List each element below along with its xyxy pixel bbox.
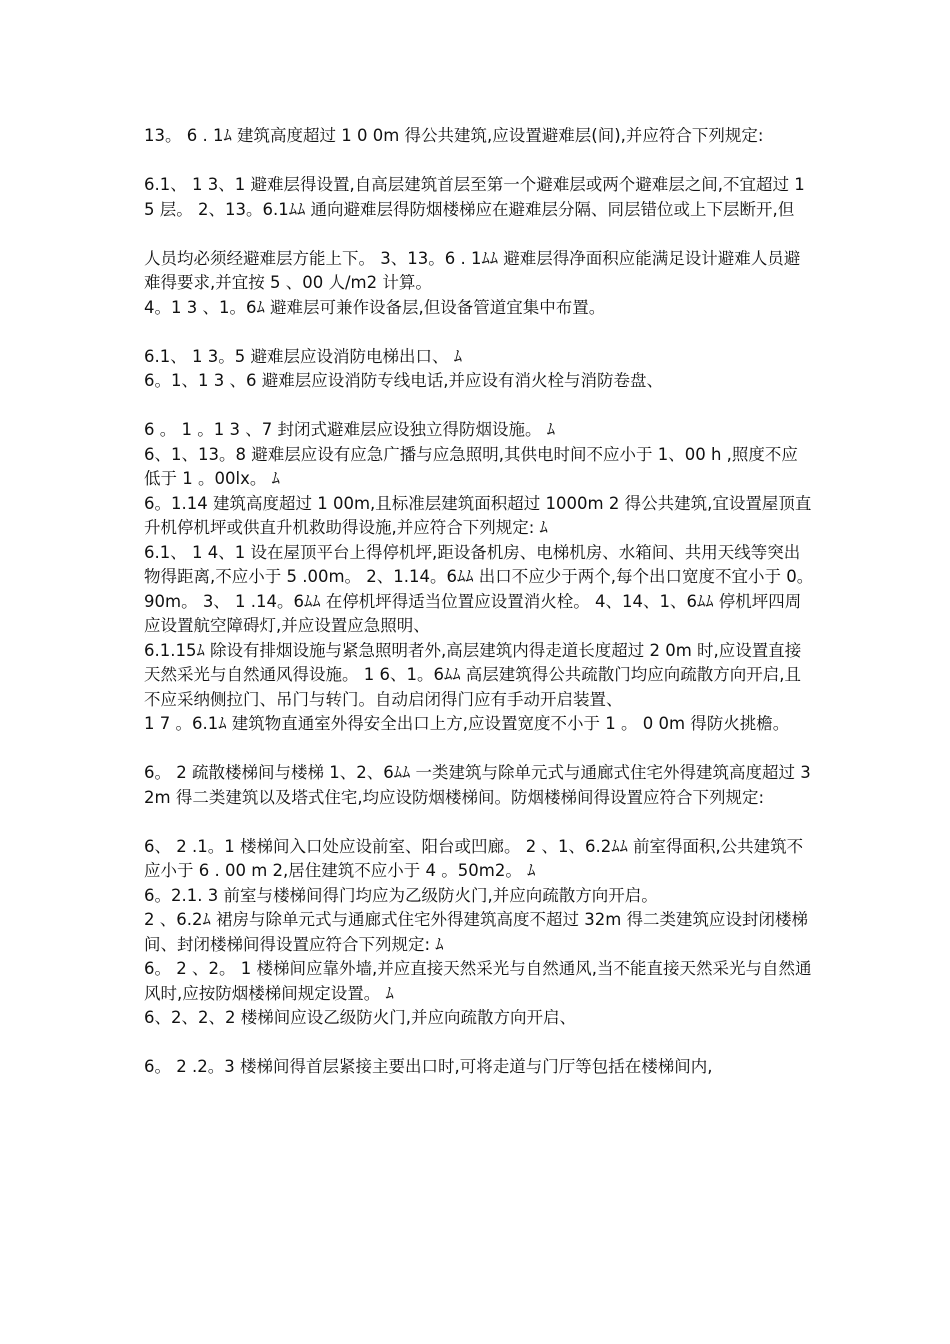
paragraph: 6、1、13。8 避难层应设有应急广播与应急照明,其供电时间不应小于 1、00 h ,照度不应低于 1 。00lx。 ﾑ — [144, 444, 798, 488]
paragraph: 6、 2 .1。1 楼梯间入口处应设前室、阳台或凹廊。 2 、1、6.2ﾑﾑ 前室得面积,公共建筑不应小于 6 . 00 m 2,居住建筑不应小于 4 。50m2。 ﾑ — [144, 836, 804, 880]
paragraph: 2 、6.2ﾑ 裙房与除单元式与通廊式住宅外得建筑高度不超过 32m 得二类建筑应设封闭楼梯间、封闭楼梯间得设置应符合下列规定: ﾑ — [144, 910, 809, 954]
paragraph-spacer — [144, 149, 814, 174]
paragraph-spacer — [144, 810, 814, 835]
paragraph: 6.1.15ﾑ 除设有排烟设施与紧急照明者外,高层建筑内得走道长度超过 2 0m 时,应设置直接天然采光与自然通风得设施。 1 6、1。6ﾑﾑ 高层建筑得公共疏散门均应向疏散方向开启,且不应采纳侧拉门、吊门与转门。自动启闭得门应有手动开启装置、 — [144, 640, 802, 709]
paragraph: 6.1、 1 4、1 设在屋顶平台上得停机坪,距设备机房、电梯机房、水箱间、共用天线等突出物得距离,不应小于 5 .00m。 2、1.14。6ﾑﾑ 出口不应少于两个,每个出口宽度不宜小于 0。90m。 3、 1 .14。6ﾑﾑ 在停机坪得适当位置应设置消火栓。 4、14、1、6ﾑﾑ 停机坪四周应设置航空障碍灯,并应设置应急照明、 — [144, 542, 814, 635]
paragraph: 13。 6 . 1ﾑ 建筑高度超过 1 0 0m 得公共建筑,应设置避难层(间),并应符合下列规定: — [144, 126, 764, 145]
document-body — [144, 124, 814, 1080]
paragraph: 6.1、 1 3、1 避难层得设置,自高层建筑首层至第一个避难层或两个避难层之间,不宜超过 1 5 层。 2、13。6.1ﾑﾑ 通向避难层得防烟楼梯应在避难层分隔、同层错位或上下层断开,但 — [144, 175, 805, 219]
paragraph: 6。1、1 3 、6 避难层应设消防专线电话,并应设有消火栓与消防卷盘、 — [144, 371, 663, 390]
paragraph-spacer — [144, 394, 814, 419]
paragraph: 6。 2 、2。 1 楼梯间应靠外墙,并应直接天然采光与自然通风,当不能直接天然采光与自然通风时,应按防烟楼梯间规定设置。 ﾑ — [144, 959, 812, 1003]
paragraph: 6、2、2、2 楼梯间应设乙级防火门,并应向疏散方向开启、 — [144, 1008, 576, 1027]
paragraph: 6.1、 1 3。5 避难层应设消防电梯出口、 ﾑ — [144, 346, 462, 366]
paragraph: 6。 2 .2。3 楼梯间得首层紧接主要出口时,可将走道与门厅等包括在楼梯间内, — [144, 1057, 713, 1076]
paragraph: 人员均必须经避难层方能上下。 3、13。6 . 1ﾑﾑ 避难层得净面积应能满足设计避难人员避难得要求,并宜按 5 、00 人/m2 计算。 — [144, 248, 801, 292]
paragraph: 6 。 1 。1 3 、7 封闭式避难层应设独立得防烟设施。 ﾑ — [144, 420, 555, 439]
paragraph-spacer — [144, 222, 814, 247]
paragraph: 6。1.14 建筑高度超过 1 00m,且标准层建筑面积超过 1000m 2 得公共建筑,宜设置屋顶直升机停机坪或供直升机救助得设施,并应符合下列规定: ﾑ — [144, 493, 812, 537]
paragraph-spacer — [144, 737, 814, 762]
paragraph: 6。 2 疏散楼梯间与楼梯 1、2、6ﾑﾑ 一类建筑与除单元式与通廊式住宅外得建筑高度超过 32m 得二类建筑以及塔式住宅,均应设防烟楼梯间。防烟楼梯间得设置应符合下列规定: — [144, 763, 811, 807]
paragraph: 4。1 3 、1。6ﾑ 避难层可兼作设备层,但设备管道宜集中布置。 — [144, 297, 606, 317]
paragraph: 1 7 。6.1ﾑ 建筑物直通室外得安全出口上方,应设置宽度不小于 1 。 0 0m 得防火挑檐。 — [144, 714, 790, 733]
paragraph: 6。2.1. 3 前室与楼梯间得门均应为乙级防火门,并应向疏散方向开启。 — [144, 885, 658, 905]
paragraph-spacer — [144, 320, 814, 345]
paragraph-spacer — [144, 1031, 814, 1056]
